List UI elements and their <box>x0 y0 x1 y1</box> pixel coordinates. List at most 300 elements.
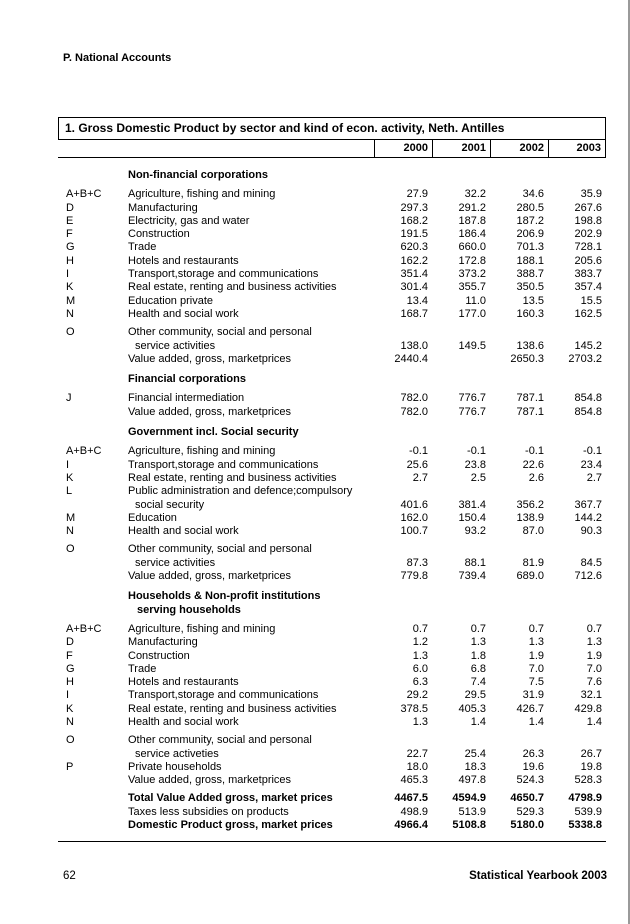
row-value: 529.3 <box>516 805 544 818</box>
row-value: 5108.8 <box>452 819 486 832</box>
row-value: 138.9 <box>516 511 544 524</box>
row-value: 144.2 <box>574 511 602 524</box>
row-label <box>128 792 374 805</box>
row-label-line: service activities <box>135 556 216 569</box>
year-column-header: 2002 <box>490 140 548 157</box>
row-code: K <box>66 471 74 484</box>
row-value: 168.7 <box>400 307 428 320</box>
section-heading-line: Financial corporations <box>128 373 246 386</box>
row-value: 6.0 <box>412 662 428 675</box>
row-value: 6.3 <box>412 676 428 689</box>
row-label <box>128 459 374 472</box>
row-value: 31.9 <box>522 689 544 702</box>
table-row <box>58 819 606 832</box>
row-code: O <box>66 543 75 556</box>
row-label-line: Total Value Added gross, market prices <box>128 792 333 805</box>
row-label-line: Education <box>128 511 177 524</box>
row-value: 383.7 <box>574 268 602 281</box>
table-row <box>58 761 606 774</box>
row-value: 25.6 <box>406 458 428 471</box>
row-value: 162.2 <box>400 254 428 267</box>
row-label-line: Real estate, renting and business activities <box>128 281 337 294</box>
table-row <box>58 215 606 228</box>
row-value: -0.1 <box>525 445 544 458</box>
row-value: 172.8 <box>458 254 486 267</box>
row-value: 426.7 <box>516 702 544 715</box>
row-value: 34.6 <box>522 188 544 201</box>
row-value: 29.2 <box>406 689 428 702</box>
table-row <box>58 188 606 201</box>
row-value: 782.0 <box>400 392 428 405</box>
row-label-line: Agriculture, fishing and mining <box>128 622 276 635</box>
row-value: 2440.4 <box>394 352 428 365</box>
row-value: 6.8 <box>470 662 486 675</box>
table-row <box>58 806 606 819</box>
row-code: J <box>66 392 72 405</box>
row-value: 0.7 <box>528 622 544 635</box>
row-label <box>128 392 374 405</box>
row-value: 2650.3 <box>510 352 544 365</box>
row-value: 87.3 <box>406 556 428 569</box>
row-label-line: Health and social work <box>128 525 239 538</box>
row-code: K <box>66 702 74 715</box>
row-value: 4798.9 <box>568 792 602 805</box>
row-value: 2703.2 <box>568 352 602 365</box>
row-label <box>128 512 374 525</box>
chapter-header: P. National Accounts <box>63 52 172 64</box>
table-body <box>58 158 606 842</box>
row-code: A+B+C <box>66 445 102 458</box>
row-value: 198.8 <box>574 214 602 227</box>
page-number: 62 <box>63 870 76 882</box>
table-row <box>58 543 606 570</box>
row-value: 355.7 <box>458 281 486 294</box>
row-value: 539.9 <box>574 805 602 818</box>
row-label <box>128 241 374 254</box>
row-value: 1.4 <box>528 715 544 728</box>
row-value: 497.8 <box>458 774 486 787</box>
row-value: 712.6 <box>574 570 602 583</box>
row-value: 854.8 <box>574 392 602 405</box>
section-heading-line: Non-financial corporations <box>128 169 268 181</box>
row-value: 90.3 <box>580 525 602 538</box>
row-label-line: Taxes less subsidies on products <box>128 805 289 818</box>
row-label-line: Transport,storage and communications <box>128 689 319 702</box>
table-row <box>58 663 606 676</box>
row-value: 739.4 <box>458 570 486 583</box>
table-row <box>58 445 606 458</box>
section-heading-line: Households & Non-profit institutions <box>128 590 321 603</box>
row-label-line: Value added, gross, marketprices <box>128 570 292 583</box>
row-value: 81.9 <box>522 556 544 569</box>
row-value: 32.1 <box>580 689 602 702</box>
row-label <box>128 228 374 241</box>
row-code: N <box>66 307 74 320</box>
row-value: 351.4 <box>400 268 428 281</box>
row-label <box>128 543 374 570</box>
row-label <box>128 650 374 663</box>
row-value: 88.1 <box>464 556 486 569</box>
row-label-line: Transport,storage and communications <box>128 458 319 471</box>
row-value: 1.9 <box>528 649 544 662</box>
table-row <box>58 353 606 366</box>
table-row <box>58 228 606 241</box>
year-column-header: 2001 <box>432 140 490 157</box>
row-code: G <box>66 241 75 254</box>
row-value: -0.1 <box>467 445 486 458</box>
row-value: 26.7 <box>580 747 602 760</box>
row-value: 18.0 <box>406 760 428 773</box>
row-value: 5338.8 <box>568 819 602 832</box>
row-label <box>128 703 374 716</box>
row-value: 367.7 <box>574 498 602 511</box>
row-value: 1.3 <box>470 636 486 649</box>
table-title: 1. Gross Domestic Product by sector and kind of econ. activity, Neth. Antilles <box>58 117 606 140</box>
row-value: 149.5 <box>458 339 486 352</box>
row-value: 4594.9 <box>452 792 486 805</box>
year-header-spacer <box>58 140 374 157</box>
row-value: 378.5 <box>400 702 428 715</box>
row-label-line: Agriculture, fishing and mining <box>128 445 276 458</box>
table-row <box>58 326 606 353</box>
row-label-line: Value added, gross, marketprices <box>128 405 292 418</box>
section-heading-line: Government incl. Social security <box>128 426 299 439</box>
row-value: 7.6 <box>586 676 602 689</box>
row-label-line: Hotels and restaurants <box>128 676 239 689</box>
row-value: 26.3 <box>522 747 544 760</box>
row-label <box>128 281 374 294</box>
table-row <box>58 308 606 321</box>
row-value: 1.2 <box>412 636 428 649</box>
row-label <box>128 636 374 649</box>
row-value: 1.4 <box>470 715 486 728</box>
row-value: 2.6 <box>528 471 544 484</box>
row-value: 145.2 <box>574 339 602 352</box>
table-row <box>58 623 606 636</box>
row-value: 350.5 <box>516 281 544 294</box>
row-value: 465.3 <box>400 774 428 787</box>
row-value: 22.7 <box>406 747 428 760</box>
row-value: 2.7 <box>412 471 428 484</box>
row-value: 498.9 <box>400 805 428 818</box>
row-value: 160.3 <box>516 307 544 320</box>
row-value: 2.7 <box>586 471 602 484</box>
row-code: H <box>66 676 74 689</box>
row-label-line: Domestic Product gross, market prices <box>128 819 333 832</box>
row-label <box>128 623 374 636</box>
row-value: 787.1 <box>516 392 544 405</box>
year-column-header: 2003 <box>548 140 606 157</box>
row-value: 191.5 <box>400 228 428 241</box>
row-label-line: Electricity, gas and water <box>128 214 250 227</box>
table-row <box>58 406 606 419</box>
row-value: 782.0 <box>400 405 428 418</box>
row-value: 301.4 <box>400 281 428 294</box>
row-label <box>128 445 374 458</box>
row-value: 2.5 <box>470 471 486 484</box>
row-code: K <box>66 281 74 294</box>
row-label <box>128 525 374 538</box>
row-code: I <box>66 458 70 471</box>
table-row <box>58 676 606 689</box>
row-label-line: Construction <box>128 228 190 241</box>
row-label-line: Manufacturing <box>128 636 198 649</box>
row-code: E <box>66 214 74 227</box>
table-row <box>58 512 606 525</box>
row-label <box>128 215 374 228</box>
row-value: 267.6 <box>574 201 602 214</box>
row-value: 35.9 <box>580 188 602 201</box>
table-row <box>58 703 606 716</box>
row-value: 291.2 <box>458 201 486 214</box>
row-value: 162.5 <box>574 307 602 320</box>
table-row <box>58 570 606 583</box>
row-label <box>128 472 374 485</box>
table-row <box>58 472 606 485</box>
row-value: 728.1 <box>574 241 602 254</box>
year-column-header: 2000 <box>374 140 432 157</box>
table-row <box>58 636 606 649</box>
table-row <box>58 268 606 281</box>
row-label-line: social security <box>135 498 205 511</box>
row-code: G <box>66 662 75 675</box>
row-label <box>128 268 374 281</box>
row-code: N <box>66 525 74 538</box>
row-code: I <box>66 268 70 281</box>
row-value: 23.8 <box>464 458 486 471</box>
row-code: M <box>66 294 76 307</box>
row-value: 18.3 <box>464 760 486 773</box>
row-value: 1.3 <box>412 715 428 728</box>
row-value: 202.9 <box>574 228 602 241</box>
row-label <box>128 689 374 702</box>
row-value: 701.3 <box>516 241 544 254</box>
row-value: 138.6 <box>516 339 544 352</box>
row-label <box>128 676 374 689</box>
row-value: 776.7 <box>458 392 486 405</box>
row-code: L <box>66 485 73 498</box>
row-value: 1.3 <box>412 649 428 662</box>
row-code: I <box>66 689 70 702</box>
table-row <box>58 689 606 702</box>
row-label-line: Financial intermediation <box>128 392 245 405</box>
row-value: 13.5 <box>522 294 544 307</box>
table-row <box>58 716 606 729</box>
row-value: 1.9 <box>586 649 602 662</box>
row-label <box>128 774 374 787</box>
row-value: 32.2 <box>464 188 486 201</box>
row-label-line: Other community, social and personal <box>128 326 312 339</box>
row-code: F <box>66 228 73 241</box>
row-value: 373.2 <box>458 268 486 281</box>
row-value: 27.9 <box>406 188 428 201</box>
row-value: 7.0 <box>586 662 602 675</box>
section-heading <box>128 169 606 182</box>
row-value: 162.0 <box>400 511 428 524</box>
row-value: 188.1 <box>516 254 544 267</box>
page-footer <box>63 870 607 882</box>
row-value: 93.2 <box>464 525 486 538</box>
row-code: P <box>66 760 74 773</box>
row-label-line: Construction <box>128 649 190 662</box>
row-label <box>128 819 374 832</box>
table-row <box>58 485 606 512</box>
row-value: 187.8 <box>458 214 486 227</box>
row-label-line: Education private <box>128 294 213 307</box>
row-value: 100.7 <box>400 525 428 538</box>
row-label-line: Hotels and restaurants <box>128 254 239 267</box>
table-row <box>58 281 606 294</box>
row-label-line: Trade <box>128 241 157 254</box>
section-heading-line: serving households <box>137 603 241 616</box>
row-label-line: Other community, social and personal <box>128 734 312 747</box>
row-label <box>128 734 374 761</box>
row-label <box>128 570 374 583</box>
row-value: 23.4 <box>580 458 602 471</box>
row-value: 7.0 <box>528 662 544 675</box>
row-label-line: service activeties <box>135 747 219 760</box>
row-label <box>128 353 374 366</box>
row-label-line: Public administration and defence;compulsory <box>128 485 353 498</box>
row-value: 13.4 <box>406 294 428 307</box>
row-value: 0.7 <box>586 622 602 635</box>
row-value: 7.4 <box>470 676 486 689</box>
row-code: H <box>66 254 74 267</box>
gdp-table <box>58 117 606 842</box>
row-value: 168.2 <box>400 214 428 227</box>
row-code: M <box>66 511 76 524</box>
row-value: 689.0 <box>516 570 544 583</box>
row-value: 186.4 <box>458 228 486 241</box>
row-label <box>128 663 374 676</box>
row-code: A+B+C <box>66 622 102 635</box>
row-value: 620.3 <box>400 241 428 254</box>
row-value: 357.4 <box>574 281 602 294</box>
row-label-line: Other community, social and personal <box>128 543 312 556</box>
row-value: 787.1 <box>516 405 544 418</box>
row-code: O <box>66 326 75 339</box>
row-value: 356.2 <box>516 498 544 511</box>
row-code: D <box>66 636 74 649</box>
table-row <box>58 774 606 787</box>
table-row <box>58 792 606 805</box>
row-value: 19.6 <box>522 760 544 773</box>
row-label <box>128 255 374 268</box>
table-row <box>58 392 606 405</box>
row-value: 779.8 <box>400 570 428 583</box>
row-value: 4966.4 <box>394 819 428 832</box>
row-label-line: Value added, gross, marketprices <box>128 774 292 787</box>
row-value: 381.4 <box>458 498 486 511</box>
row-label-line: service activities <box>135 339 216 352</box>
row-label <box>128 716 374 729</box>
table-row <box>58 459 606 472</box>
row-value: 29.5 <box>464 689 486 702</box>
row-value: 1.8 <box>470 649 486 662</box>
row-code: O <box>66 734 75 747</box>
row-label-line: Health and social work <box>128 307 239 320</box>
row-value: 84.5 <box>580 556 602 569</box>
table-row <box>58 734 606 761</box>
table-row <box>58 255 606 268</box>
row-value: 401.6 <box>400 498 428 511</box>
row-code: F <box>66 649 73 662</box>
row-value: 5180.0 <box>510 819 544 832</box>
row-label <box>128 295 374 308</box>
row-value: 280.5 <box>516 201 544 214</box>
row-value: 1.4 <box>586 715 602 728</box>
yearbook-title: Statistical Yearbook 2003 <box>469 870 607 882</box>
row-value: 524.3 <box>516 774 544 787</box>
row-value: 177.0 <box>458 307 486 320</box>
row-label-line: Transport,storage and communications <box>128 268 319 281</box>
row-value: 854.8 <box>574 405 602 418</box>
table-year-header <box>58 140 606 158</box>
row-value: 388.7 <box>516 268 544 281</box>
row-code: D <box>66 201 74 214</box>
table-row <box>58 241 606 254</box>
table-row <box>58 202 606 215</box>
row-label <box>128 406 374 419</box>
row-value: 15.5 <box>580 294 602 307</box>
row-value: 528.3 <box>574 774 602 787</box>
row-label-line: Agriculture, fishing and mining <box>128 188 276 201</box>
row-value: 206.9 <box>516 228 544 241</box>
row-label-line: Real estate, renting and business activities <box>128 702 337 715</box>
section-heading <box>128 590 606 617</box>
section-heading <box>128 426 606 439</box>
row-value: 1.3 <box>528 636 544 649</box>
table-row <box>58 295 606 308</box>
section-heading <box>128 373 606 386</box>
row-value: 1.3 <box>586 636 602 649</box>
row-label <box>128 485 374 512</box>
row-value: 4650.7 <box>510 792 544 805</box>
row-value: 19.8 <box>580 760 602 773</box>
row-value: 429.8 <box>574 702 602 715</box>
row-label <box>128 308 374 321</box>
row-value: -0.1 <box>583 445 602 458</box>
table-row <box>58 650 606 663</box>
row-value: 776.7 <box>458 405 486 418</box>
row-code: A+B+C <box>66 188 102 201</box>
row-value: 87.0 <box>522 525 544 538</box>
row-label-line: Health and social work <box>128 715 239 728</box>
row-value: 11.0 <box>465 294 486 307</box>
row-value: 205.6 <box>574 254 602 267</box>
row-label <box>128 806 374 819</box>
row-value: 405.3 <box>458 702 486 715</box>
row-label <box>128 188 374 201</box>
row-label-line: Trade <box>128 662 157 675</box>
row-value: 7.5 <box>528 676 544 689</box>
row-label <box>128 761 374 774</box>
row-value: 22.6 <box>522 458 544 471</box>
row-value: 0.7 <box>470 622 486 635</box>
row-code: N <box>66 715 74 728</box>
row-value: 297.3 <box>400 201 428 214</box>
row-value: 150.4 <box>458 511 486 524</box>
row-label-line: Manufacturing <box>128 201 198 214</box>
row-value: 513.9 <box>458 805 486 818</box>
row-label-line: Real estate, renting and business activities <box>128 471 337 484</box>
row-value: 187.2 <box>516 214 544 227</box>
table-row <box>58 525 606 538</box>
row-value: 0.7 <box>412 622 428 635</box>
row-label-line: Private households <box>128 760 222 773</box>
row-value: 660.0 <box>458 241 486 254</box>
row-value: 25.4 <box>464 747 486 760</box>
